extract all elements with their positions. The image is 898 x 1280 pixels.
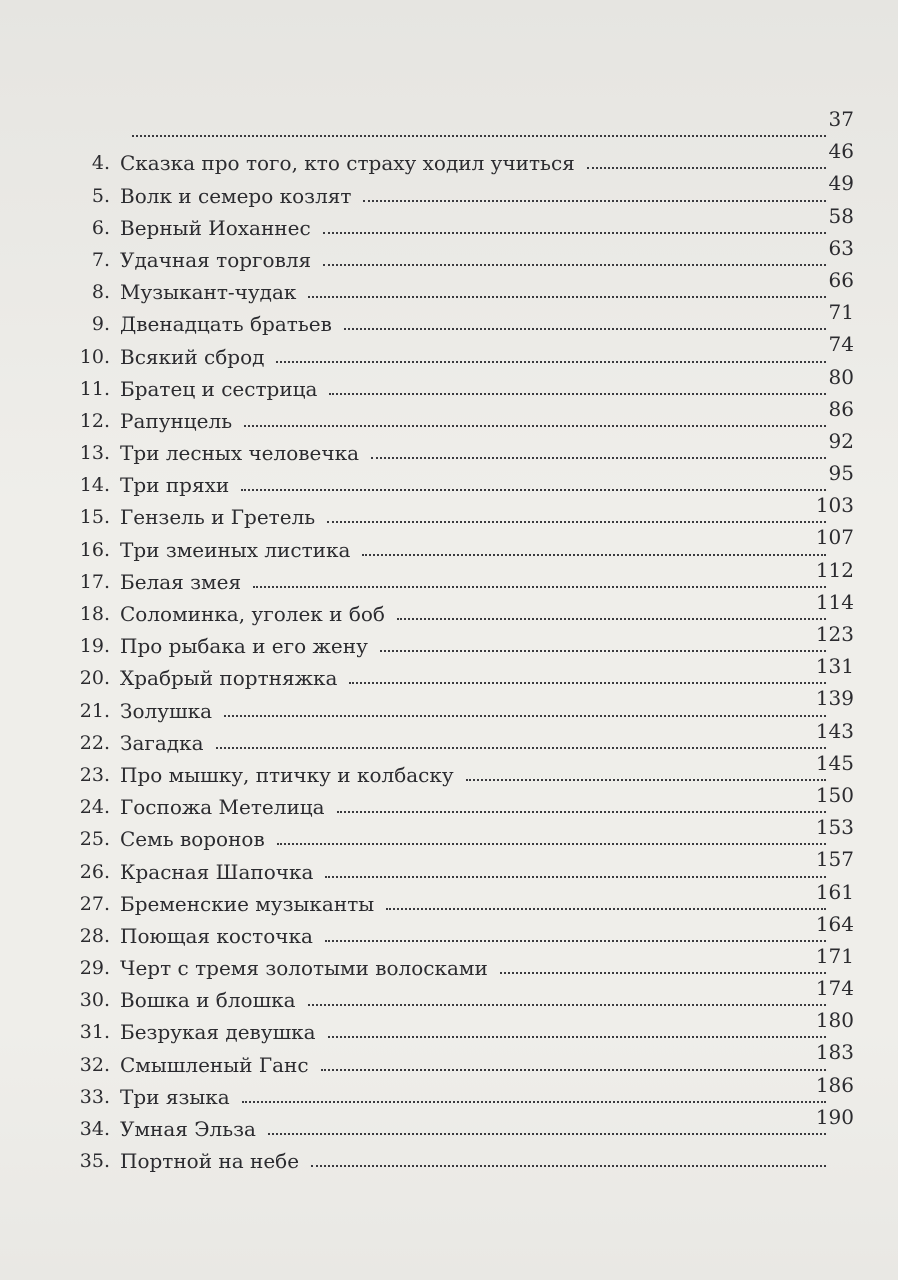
toc-entry-title: Верный Иоханнес [120, 215, 311, 240]
dot-leader [328, 1036, 826, 1038]
toc-entry-page-number: 171 [815, 943, 854, 968]
toc-entry-title: Три лесных человечка [120, 441, 360, 466]
toc-entry-title: Братец и сестрица [120, 376, 318, 401]
dot-leader [587, 167, 826, 169]
toc-entry-number: 26. [79, 860, 110, 883]
toc-entry-title: Умная Эльза [120, 1117, 256, 1141]
toc-entry [60, 1072, 860, 1109]
dot-leader [311, 1165, 826, 1167]
toc-entry-number: 17. [79, 570, 110, 593]
toc-entry-title: Сказка про того, кто страху ходил учиться [120, 151, 575, 176]
toc-entry-number: 32. [79, 1053, 110, 1076]
toc-entry-page-number: 190 [815, 1104, 854, 1129]
toc-entry-title: Про рыбака и его жену [120, 634, 368, 659]
toc-entry-title: Храбрый портняжка [120, 666, 338, 691]
toc-entry-title: Вошка и блошка [120, 988, 296, 1013]
dot-leader [386, 908, 826, 910]
toc-entry-title: Смышленый Ганс [120, 1052, 309, 1077]
toc-entry [60, 1104, 860, 1141]
toc-entry-page-number: 46 [828, 139, 854, 164]
dot-leader [224, 715, 826, 717]
toc-entry-title: Госпожа Метелица [120, 795, 325, 820]
toc-entry-page-number: 174 [815, 976, 854, 1001]
toc-entry [60, 782, 860, 820]
toc-entry-title: Три пряхи [120, 473, 230, 498]
toc-entry-page-number: 71 [828, 300, 854, 325]
toc-entry-number: 28. [79, 924, 110, 947]
dot-leader [132, 135, 826, 137]
toc-entry-title: Безрукая девушка [120, 1020, 316, 1045]
toc-entry-title: Про мышку, птичку и колбаску [120, 762, 454, 787]
toc-entry-page-number: 164 [815, 911, 854, 936]
toc-entry-page-number: 49 [828, 171, 854, 196]
toc-entry-number: 10. [79, 345, 110, 368]
dot-leader [327, 521, 826, 523]
toc-entry [60, 1140, 860, 1172]
dot-leader [500, 972, 826, 974]
toc-entry [60, 557, 860, 594]
dot-leader [253, 586, 826, 588]
toc-entry-number: 4. [91, 152, 110, 175]
dot-leader [323, 264, 826, 266]
dot-leader [371, 457, 826, 459]
toc-entry [60, 396, 860, 433]
toc-entry-page-number: 66 [828, 267, 854, 292]
dot-leader [363, 200, 826, 202]
toc-entry-page-number: 58 [828, 203, 854, 228]
toc-entry-number: 22. [79, 731, 110, 754]
dot-leader [329, 393, 826, 395]
dot-leader [325, 876, 826, 878]
toc-entry-title: Всякий сброд [120, 344, 265, 369]
toc-entry-title: Соломинка, уголек и боб [120, 602, 385, 626]
dot-leader [308, 296, 826, 298]
toc-entry-title: Белая змея [120, 569, 242, 594]
dot-leader [244, 425, 826, 427]
dot-leader [344, 328, 826, 330]
toc-entry-number: 25. [79, 828, 110, 851]
dot-leader [397, 618, 826, 620]
toc-entry [60, 493, 860, 530]
toc-entry-title: Рапунцель [120, 408, 233, 433]
toc-entry-title: Гензель и Гретель [120, 505, 316, 530]
dot-leader [380, 650, 826, 652]
toc-entry-title: Семь воронов [120, 827, 265, 852]
toc-entry-number: 5. [91, 184, 110, 207]
toc-entry-number: 31. [79, 1021, 110, 1044]
dot-leader [349, 682, 826, 684]
toc-entry-number: 23. [79, 763, 110, 786]
dot-leader [466, 779, 826, 781]
toc-entry-page-number: 95 [828, 461, 854, 486]
toc-entry-page-number: 114 [815, 589, 854, 614]
toc-entry [60, 107, 860, 142]
toc-entry-number: 8. [91, 281, 110, 304]
toc-entry-page-number: 186 [815, 1072, 854, 1097]
toc-entry-title: Три змеиных листика [120, 537, 351, 562]
toc-entry-page-number: 107 [815, 525, 854, 550]
toc-entry-number: 35. [79, 1150, 110, 1173]
toc-entry-title: Музыкант-чудак [120, 280, 297, 305]
toc-entry-page-number: 153 [815, 815, 854, 840]
dot-leader [362, 554, 826, 556]
dot-leader [242, 1101, 826, 1103]
toc-entry [60, 686, 860, 723]
dot-leader [277, 843, 826, 845]
toc-entry-number: 15. [79, 506, 110, 529]
toc-entry-page-number: 103 [815, 493, 854, 518]
toc-entry-number: 27. [79, 892, 110, 915]
toc-entry-number: 34. [79, 1118, 110, 1140]
toc-entry-page-number: 139 [815, 686, 854, 711]
toc-entry [60, 171, 860, 208]
toc-entry [60, 911, 860, 948]
toc-entry-page-number: 37 [828, 107, 854, 131]
toc-entry-title: Удачная торговля [120, 247, 312, 272]
toc-entry-title: Золушка [120, 698, 212, 723]
toc-entry [60, 267, 860, 305]
toc-entry-title: Портной на небе [120, 1149, 300, 1174]
toc-entry-number: 29. [79, 957, 110, 980]
toc-entry-number: 13. [79, 442, 110, 465]
toc-entry-number: 18. [79, 603, 110, 625]
toc-entry-title: Бременские музыканты [120, 891, 375, 916]
toc-entry-page-number: 161 [815, 879, 854, 904]
toc-entry [60, 525, 860, 562]
toc-entry [60, 879, 860, 916]
dot-leader [241, 489, 826, 491]
toc-entry-page-number: 63 [828, 235, 854, 260]
toc-entry-title: Двенадцать братьев [120, 312, 332, 337]
toc-entry [60, 461, 860, 498]
toc-entry-number: 12. [79, 409, 110, 432]
toc-entry [60, 428, 860, 466]
toc-entry-number: 14. [79, 474, 110, 497]
toc-entry-title: Черт с тремя золотыми волосками [120, 956, 488, 981]
toc-entry-number: 11. [79, 377, 110, 400]
toc-entry-title: Три языка [120, 1084, 230, 1109]
dot-leader [323, 232, 826, 234]
toc-entry-page-number: 74 [828, 332, 854, 357]
dot-leader [337, 811, 826, 813]
dot-leader [321, 1069, 826, 1071]
toc-entry [60, 718, 860, 755]
toc-entry-number: 16. [79, 538, 110, 561]
toc-entry [60, 622, 860, 659]
dot-leader [276, 361, 826, 363]
toc-entry-page-number: 112 [815, 557, 854, 582]
toc-entry-number: 30. [79, 989, 110, 1012]
dot-leader [308, 1004, 826, 1006]
toc-entry [60, 654, 860, 691]
toc-entry-page-number: 183 [815, 1040, 854, 1065]
toc-entry-title: Красная Шапочка [120, 859, 314, 884]
toc-entry-page-number: 86 [828, 396, 854, 421]
toc-entry-number: 6. [91, 216, 110, 239]
toc-entry [60, 847, 860, 884]
toc-entry-page-number: 80 [828, 364, 854, 389]
toc-entry [60, 1008, 860, 1045]
toc-entry-number: 21. [79, 699, 110, 722]
toc-entry [60, 235, 860, 272]
toc-entry-number: 19. [79, 635, 110, 658]
toc-entry [60, 203, 860, 240]
toc-entry-number: 7. [91, 248, 110, 271]
dot-leader [216, 747, 826, 749]
toc-entry-page-number: 150 [815, 782, 854, 807]
toc-entry-number: 20. [79, 667, 110, 690]
toc-entry [60, 943, 860, 981]
toc-entry [60, 300, 860, 337]
dot-leader [325, 940, 826, 942]
toc-entry [60, 815, 860, 852]
toc-entry [60, 750, 860, 787]
toc-entry-number: 24. [79, 796, 110, 819]
table-of-contents [60, 107, 860, 1174]
toc-entry-title: Волк и семеро козлят [120, 183, 352, 208]
dot-leader [268, 1133, 826, 1135]
toc-entry-page-number: 157 [815, 847, 854, 872]
toc-entry-page-number: 92 [828, 428, 854, 453]
toc-entry-page-number: 131 [815, 654, 854, 679]
toc-entry [60, 1040, 860, 1077]
toc-entry-page-number: 145 [815, 750, 854, 775]
toc-entry-page-number: 180 [815, 1008, 854, 1033]
toc-entry-number: 33. [79, 1085, 110, 1108]
toc-entry [60, 332, 860, 369]
toc-entry-title: Загадка [120, 730, 204, 755]
toc-entry [60, 589, 860, 626]
toc-entry-page-number: 143 [815, 718, 854, 743]
toc-entry-title: Поющая косточка [120, 923, 313, 948]
toc-entry [60, 364, 860, 401]
toc-entry-number: 9. [91, 313, 110, 336]
toc-entry-page-number: 123 [815, 622, 854, 646]
toc-entry [60, 139, 860, 176]
toc-entry [60, 976, 860, 1013]
